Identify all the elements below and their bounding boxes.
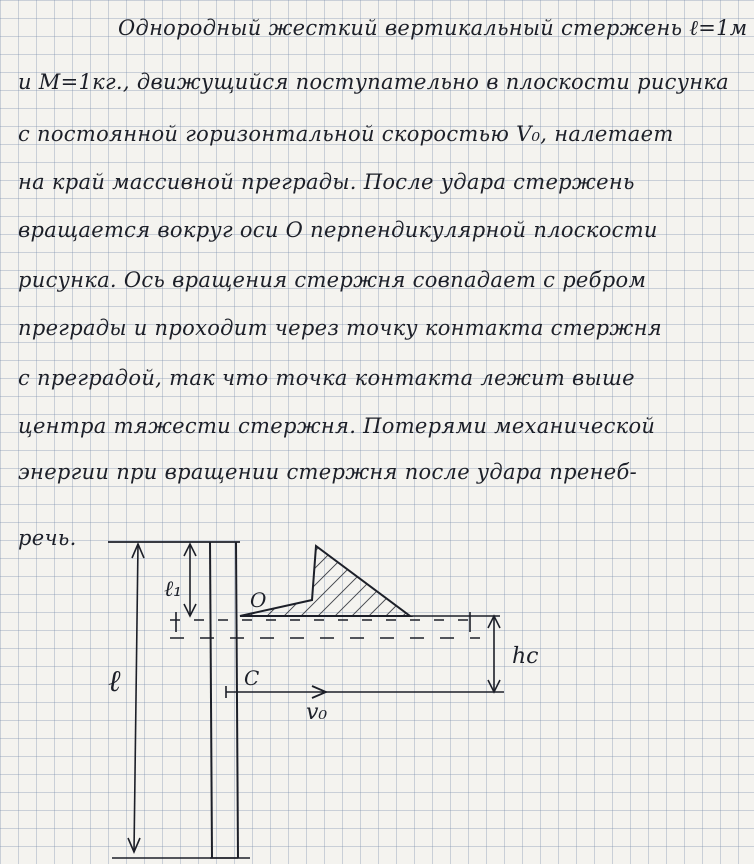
label-v0: v₀ [306,700,328,725]
dimension-l1-arrow [184,544,196,616]
label-C: C [244,666,260,690]
text-line-9: центра тяжести стержня. Потерями механической [18,414,656,438]
label-O: O [250,588,267,612]
text-line-8: с преградой, так что точка контакта лежит выше [18,366,635,390]
text-line-5: вращается вокруг оси O перпендикулярной плоскости [18,218,658,242]
text-line-2: и M=1кг., движущийся поступательно в плоскости рисунка [18,70,729,94]
rod [210,542,238,858]
text-line-6: рисунка. Ось вращения стержня совпадает с ребром [18,268,647,292]
text-line-4: на край массивной преграды. После удара стержень [18,170,635,194]
text-line-11: речь. [18,526,77,550]
text-line-7: преграды и проходит через точку контакта стержня [18,316,662,340]
label-l1: ℓ₁ [164,577,182,602]
dimension-l-arrow [128,544,144,852]
label-l: ℓ [108,664,121,699]
text-line-3: с постоянной горизонтальной скоростью V₀, налетает [18,122,674,146]
dimension-hc-arrow [488,616,500,692]
text-line-10: энергии при вращении стержня после удара пренеб- [18,460,638,484]
label-hc: hc [512,644,539,669]
text-line-1: Однородный жесткий вертикальный стержень ℓ=1м [118,16,748,40]
